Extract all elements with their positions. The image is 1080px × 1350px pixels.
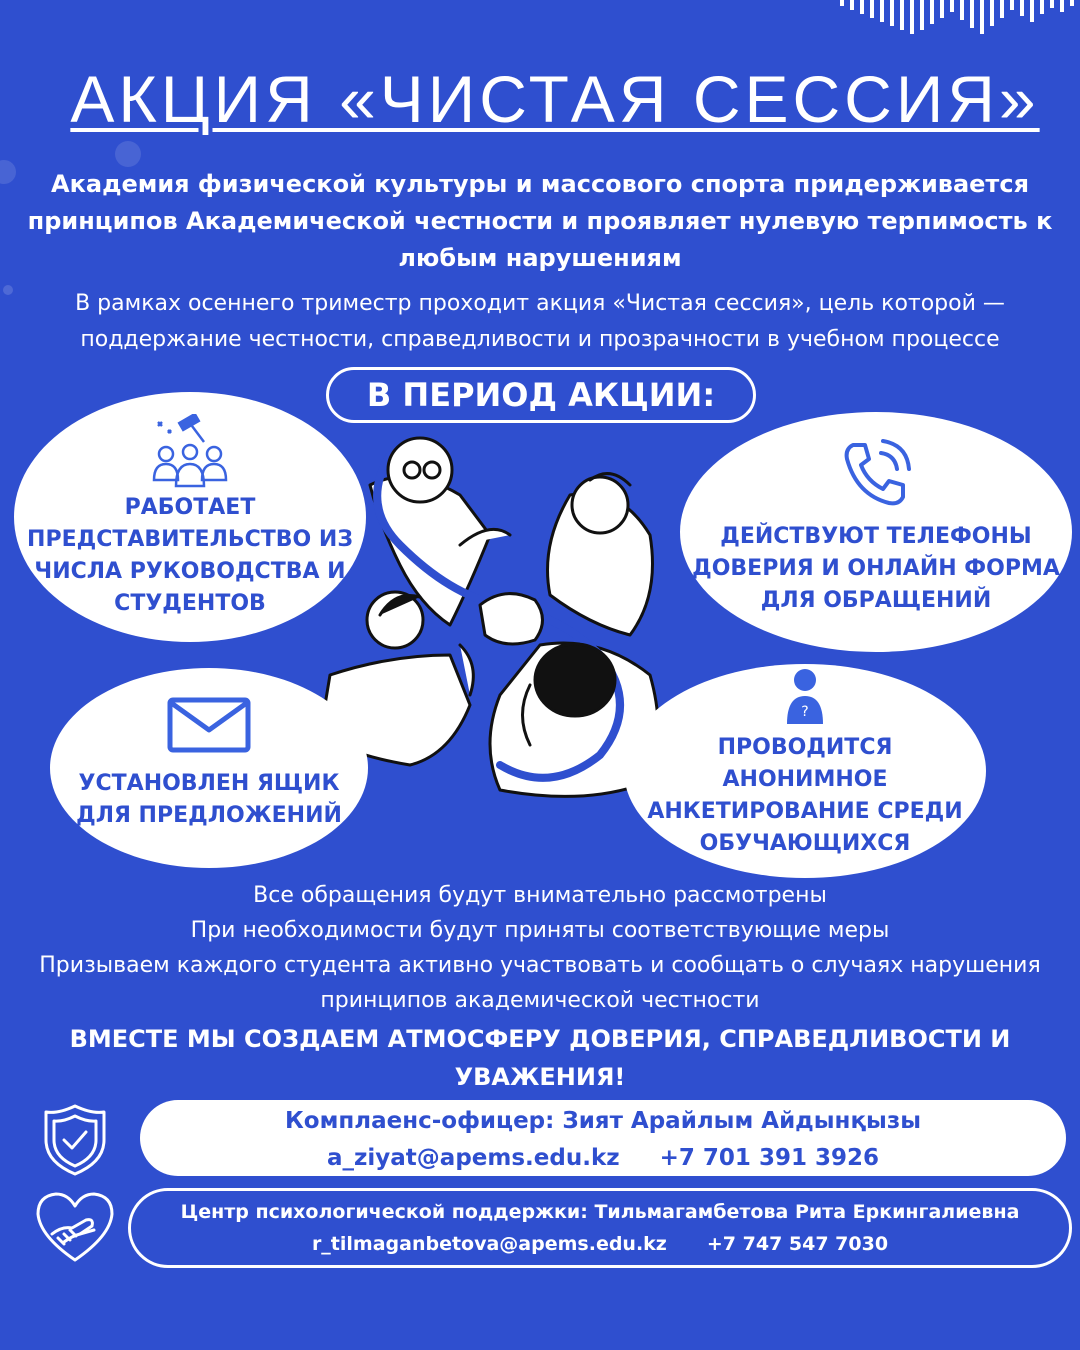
measure-anonymous-survey	[624, 664, 986, 878]
heart-handshake-icon	[34, 1190, 116, 1266]
compliance-phone-link[interactable]: +7 701 391 3926	[659, 1145, 879, 1171]
footer-line: Призываем каждого студента активно участвовать и сообщать о случаях нарушения	[39, 953, 1041, 978]
compliance-email-link[interactable]: a_ziyat@apems.edu.kz	[327, 1145, 620, 1171]
psych-support-name: Центр психологической поддержки: Тильмагамбетова Рита Еркингалиевна	[180, 1201, 1020, 1223]
compliance-officer-name: Комплаенс-офицер: Зият Арайлым Айдынқызы	[284, 1108, 922, 1134]
page-title-text: АКЦИЯ «ЧИСТАЯ СЕССИЯ»	[70, 62, 1040, 136]
group-gavel-icon	[150, 414, 230, 490]
measure-hotline	[680, 412, 1072, 652]
measure-text: ДЕЙСТВУЮТ ТЕЛЕФОНЫ ДОВЕРИЯ И ОНЛАЙН ФОРМА ДЛЯ ОБРАЩЕНИЙ	[692, 524, 1060, 613]
sound-wave-decoration	[840, 0, 1080, 40]
footer-line: Все обращения будут внимательно рассмотрены	[253, 883, 827, 908]
psychological-support-contact	[128, 1188, 1072, 1268]
measure-text: РАБОТАЕТ ПРЕДСТАВИТЕЛЬСТВО ИЗ ЧИСЛА РУКОВОДСТВА И СТУДЕНТОВ	[27, 495, 353, 616]
phone-icon	[839, 437, 913, 511]
measure-representation	[14, 392, 366, 642]
period-heading: В ПЕРИОД АКЦИИ:	[326, 367, 756, 423]
psych-phone-link[interactable]: +7 747 547 7030	[706, 1233, 889, 1255]
measure-text: ПРОВОДИТСЯ АНОНИМНОЕ АНКЕТИРОВАНИЕ СРЕДИ ОБУЧАЮЩИХСЯ	[647, 735, 963, 856]
footer-line: принципов академической честности	[320, 988, 760, 1013]
anonymous-person-icon	[785, 666, 825, 726]
page-title	[0, 62, 1080, 138]
measure-text: УСТАНОВЛЕН ЯЩИК ДЛЯ ПРЕДЛОЖЕНИЙ	[76, 771, 342, 828]
envelope-icon	[166, 696, 252, 754]
measure-suggestion-box	[50, 668, 368, 868]
slogan: ВМЕСТЕ МЫ СОЗДАЕМ АТМОСФЕРУ ДОВЕРИЯ, СПРАВЕДЛИВОСТИ И УВАЖЕНИЯ!	[69, 1025, 1011, 1091]
compliance-officer-contact	[140, 1100, 1066, 1176]
psych-email-link[interactable]: r_tilmaganbetova@apems.edu.kz	[311, 1233, 667, 1255]
intro-statement: Академия физической культуры и массового спорта придерживается принципов Академической честности и проявляет нулевую терпимость к любым нарушениям	[27, 170, 1053, 272]
footer-line: При необходимости будут приняты соответствующие меры	[190, 918, 890, 943]
intro-description: В рамках осеннего триместр проходит акция «Чистая сессия», цель которой — поддержание честности, справедливости и прозрачности в учебном процессе	[75, 291, 1005, 352]
svg-text:?: ?	[801, 704, 809, 720]
shield-check-icon	[42, 1102, 108, 1178]
footer-notes	[0, 878, 1080, 1018]
